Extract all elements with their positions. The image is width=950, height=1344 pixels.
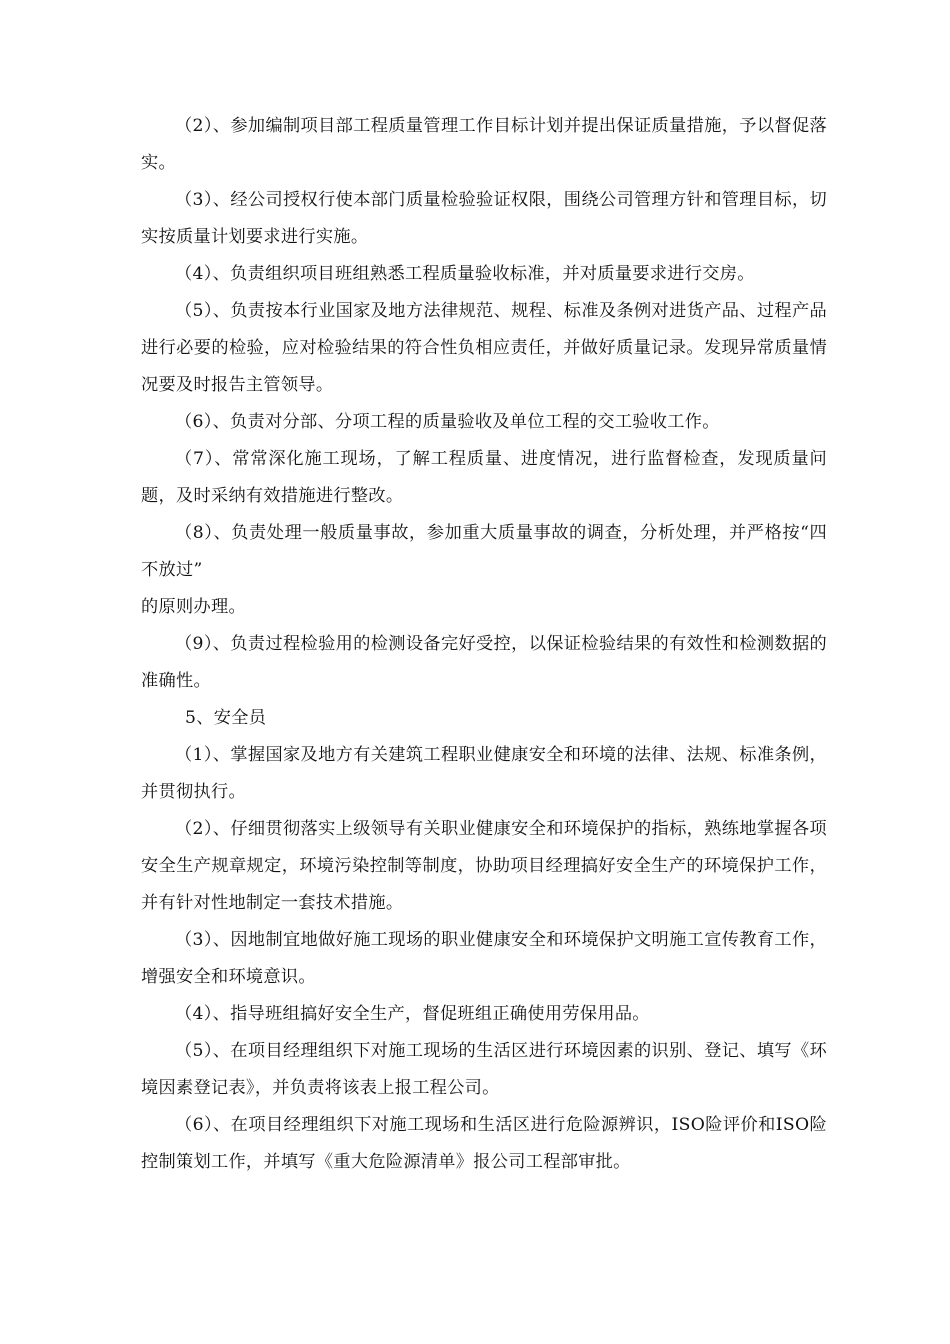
paragraph-quality-8-continued: 的原则办理。 bbox=[141, 597, 246, 617]
paragraph-safety-3: （3）、因地制宜地做好施工现场的职业健康安全和环境保护文明施工宣传教育工作，增强安全和环境意识。 bbox=[141, 930, 827, 987]
paragraph-quality-8: （8）、负责处理一般质量事故，参加重大质量事故的调查，分析处理，并严格按“四不放过” bbox=[141, 523, 827, 580]
paragraph-quality-7: （7）、常常深化施工现场，了解工程质量、进度情况，进行监督检查，发现质量问题，及时采纳有效措施进行整改。 bbox=[141, 449, 827, 506]
paragraph-quality-4: （4）、负责组织项目班组熟悉工程质量验收标准，并对质量要求进行交房。 bbox=[175, 264, 755, 284]
paragraph-safety-1: （1）、掌握国家及地方有关建筑工程职业健康安全和环境的法律、法规、标准条例，并贯彻执行。 bbox=[141, 745, 827, 802]
paragraph-quality-3: （3）、经公司授权行使本部门质量检验验证权限，围绕公司管理方针和管理目标，切实按质量计划要求进行实施。 bbox=[141, 190, 827, 247]
paragraph-quality-5: （5）、负责按本行业国家及地方法律规范、规程、标准及条例对进货产品、过程产品进行必要的检验，应对检验结果的符合性负相应责任，并做好质量记录。发现异常质量情况要及时报告主管领导。 bbox=[141, 301, 827, 395]
section-heading-safety-officer: 5、安全员 bbox=[185, 708, 267, 728]
paragraph-quality-2: （2）、参加编制项目部工程质量管理工作目标计划并提出保证质量措施，予以督促落实。 bbox=[141, 116, 827, 173]
paragraph-safety-4: （4）、指导班组搞好安全生产，督促班组正确使用劳保用品。 bbox=[175, 1004, 650, 1024]
paragraph-quality-6: （6）、负责对分部、分项工程的质量验收及单位工程的交工验收工作。 bbox=[175, 412, 720, 432]
paragraph-quality-9: （9）、负责过程检验用的检测设备完好受控，以保证检验结果的有效性和检测数据的准确性。 bbox=[141, 634, 827, 691]
paragraph-safety-5: （5）、在项目经理组织下对施工现场的生活区进行环境因素的识别、登记、填写《环境因素登记表》，并负责将该表上报工程公司。 bbox=[141, 1041, 827, 1098]
paragraph-safety-2: （2）、仔细贯彻落实上级领导有关职业健康安全和环境保护的指标，熟练地掌握各项安全生产规章规定，环境污染控制等制度，协助项目经理搞好安全生产的环境保护工作，并有针对性地制定一套技术措施。 bbox=[141, 819, 827, 913]
paragraph-safety-6: （6）、在项目经理组织下对施工现场和生活区进行危险源辨识，ISO险评价和ISO险控制策划工作，并填写《重大危险源清单》报公司工程部审批。 bbox=[141, 1115, 827, 1172]
document-page bbox=[141, 108, 827, 1181]
